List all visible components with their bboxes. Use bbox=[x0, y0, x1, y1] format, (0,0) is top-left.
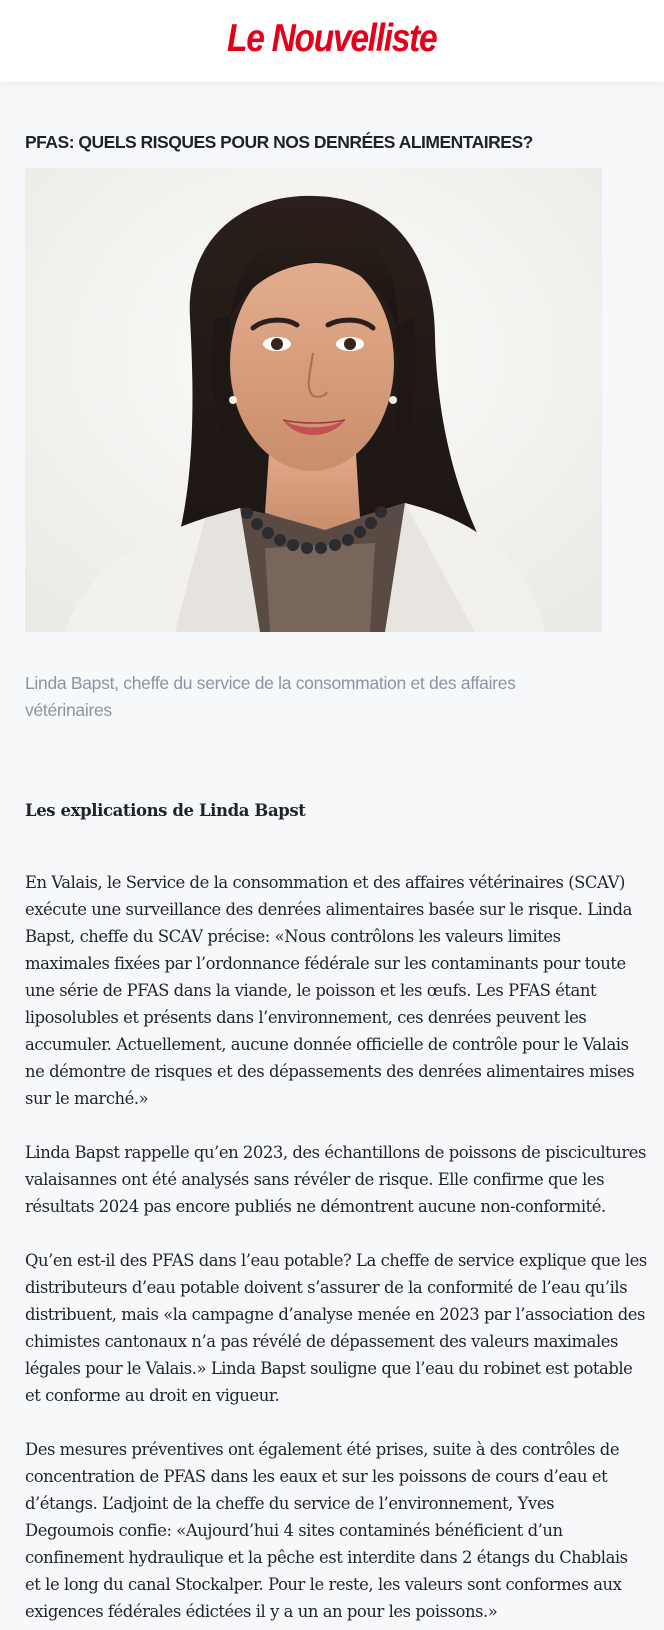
article-subhead: Les explications de Linda Bapst bbox=[25, 801, 306, 820]
paragraph-line: Des mesures préventives ont également été prises, suite à des contrôles de bbox=[25, 1440, 620, 1459]
site-logo[interactable]: Le Nouvelliste bbox=[227, 17, 437, 60]
section-title: PFAS: QUELS RISQUES POUR NOS DENRÉES ALIMENTAIRES? bbox=[25, 132, 533, 152]
paragraph-line: accumuler. Actuellement, aucune donnée officielle de contrôle pour le Valais bbox=[25, 1035, 629, 1054]
paragraph-line: sur le marché.» bbox=[25, 1089, 149, 1108]
photo-caption bbox=[25, 670, 585, 724]
paragraph-line: valaisannes ont été analysés sans révéler de risque. Elle confirme que les bbox=[25, 1170, 605, 1189]
paragraph-line: confinement hydraulique et la pêche est interdite dans 2 étangs du Chablais bbox=[25, 1548, 628, 1567]
paragraph-line: Degoumois confie: «Aujourd’hui 4 sites contaminés bénéficient d’un bbox=[25, 1521, 563, 1540]
article-photo bbox=[25, 168, 602, 632]
paragraph-line: ne démontre de risques et des dépassements des denrées alimentaires mises bbox=[25, 1062, 635, 1081]
portrait-illustration bbox=[25, 168, 602, 632]
paragraph-line: exigences fédérales édictées il y a un an pour les poissons.» bbox=[25, 1602, 498, 1621]
paragraph-line: Bapst, cheffe du SCAV précise: «Nous contrôlons les valeurs limites bbox=[25, 927, 561, 946]
paragraph-line: Qu’en est-il des PFAS dans l’eau potable? La cheffe de service explique que les bbox=[25, 1251, 647, 1270]
paragraph-line: légales pour le Valais.» Linda Bapst souligne que l’eau du robinet est potable bbox=[25, 1359, 633, 1378]
article-paragraph bbox=[25, 1139, 664, 1220]
paragraph-line: Linda Bapst rappelle qu’en 2023, des échantillons de poissons de piscicultures bbox=[25, 1143, 646, 1162]
site-header bbox=[0, 0, 664, 82]
paragraph-line: d’étangs. L’adjoint de la cheffe du service de l’environnement, Yves bbox=[25, 1494, 555, 1513]
paragraph-line: liposolubles et présents dans l’environnement, ces denrées peuvent les bbox=[25, 1008, 587, 1027]
paragraph-line: distribuent, mais «la campagne d’analyse menée en 2023 par l’association des bbox=[25, 1305, 645, 1324]
paragraph-line: et conforme au droit en vigueur. bbox=[25, 1386, 280, 1405]
paragraph-line: chimistes cantonaux n’a pas révélé de dépassement des valeurs maximales bbox=[25, 1332, 618, 1351]
paragraph-line: exécute une surveillance des denrées alimentaires basée sur le risque. Linda bbox=[25, 900, 632, 919]
caption-line: vétérinaires bbox=[25, 700, 112, 720]
caption-line: Linda Bapst, cheffe du service de la consommation et des affaires bbox=[25, 673, 516, 693]
paragraph-line: et le long du canal Stockalper. Pour le reste, les valeurs sont conformes aux bbox=[25, 1575, 622, 1594]
article-paragraph bbox=[25, 1436, 664, 1625]
article-paragraph bbox=[25, 869, 664, 1112]
paragraph-line: une série de PFAS dans la viande, le poisson et les œufs. Les PFAS étant bbox=[25, 981, 597, 1000]
paragraph-line: concentration de PFAS dans les eaux et sur les poissons de cours d’eau et bbox=[25, 1467, 608, 1486]
article-content bbox=[25, 128, 664, 1625]
paragraph-line: En Valais, le Service de la consommation et des affaires vétérinaires (SCAV) bbox=[25, 873, 625, 892]
article-paragraph bbox=[25, 1247, 664, 1409]
paragraph-line: maximales fixées par l’ordonnance fédérale sur les contaminants pour toute bbox=[25, 954, 626, 973]
paragraph-line: distributeurs d’eau potable doivent s’assurer de la conformité de l’eau qu’ils bbox=[25, 1278, 628, 1297]
paragraph-line: résultats 2024 pas encore publiés ne démontrent aucune non-conformité. bbox=[25, 1197, 606, 1216]
